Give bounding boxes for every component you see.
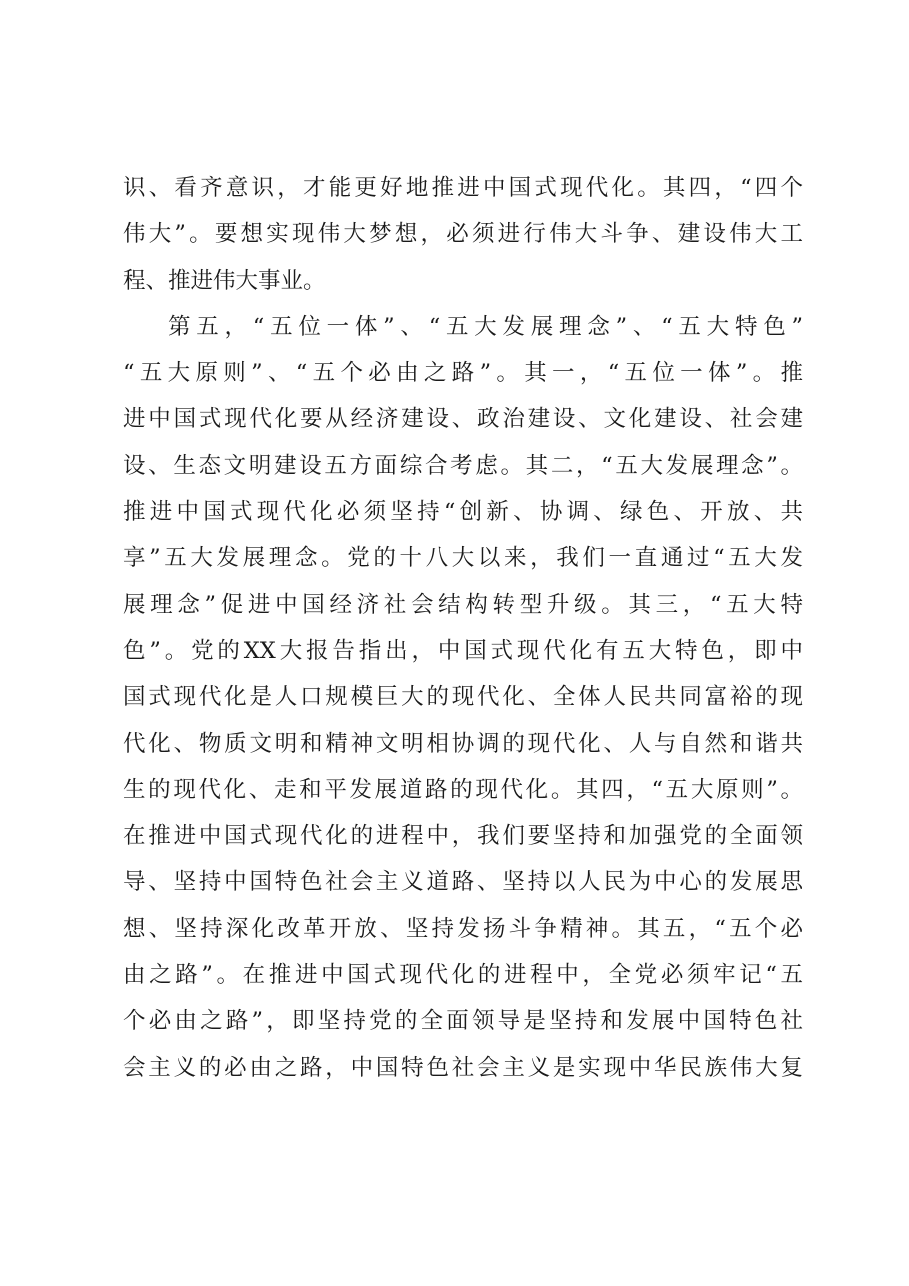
text-line: 在推进中国式现代化的进程中，我们要坚持和加强党的全面领 — [123, 823, 803, 850]
text-line: 展理念”促进中国经济社会结构转型升级。其三，“五大特 — [123, 591, 803, 618]
text-line: 伟大”。要想实现伟大梦想，必须进行伟大斗争、建设伟大工 — [123, 221, 803, 248]
text-line: 由之路”。在推进中国式现代化的进程中，全党必须牢记“五 — [123, 962, 803, 989]
text-line: 导、坚持中国特色社会主义道路、坚持以人民为中心的发展思 — [123, 869, 803, 896]
text-line: 生的现代化、走和平发展道路的现代化。其四，“五大原则”。 — [123, 776, 803, 803]
text-line: 推进中国式现代化必须坚持“创新、协调、绿色、开放、共 — [123, 499, 803, 526]
text-line: 会主义的必由之路，中国特色社会主义是实现中华民族伟大复 — [123, 1054, 803, 1081]
text-line: 代化、物质文明和精神文明相协调的现代化、人与自然和谐共 — [123, 730, 803, 757]
text-line: 识、看齐意识，才能更好地推进中国式现代化。其四，“四个 — [123, 175, 803, 201]
text-line: 国式现代化是人口规模巨大的现代化、全体人民共同富裕的现 — [123, 684, 803, 711]
paragraph-first-line: 第五，“五位一体”、“五大发展理念”、“五大特色” — [168, 313, 803, 340]
text-line: 程、推进伟大事业。 — [123, 267, 326, 294]
document-body — [123, 165, 803, 1091]
text-line: 进中国式现代化要从经济建设、政治建设、文化建设、社会建 — [123, 406, 803, 433]
text-line: 享”五大发展理念。党的十八大以来，我们一直通过“五大发 — [123, 545, 803, 572]
text-line: 想、坚持深化改革开放、坚持发扬斗争精神。其五，“五个必 — [123, 915, 803, 942]
text-line: “五大原则”、“五个必由之路”。其一，“五位一体”。推 — [123, 360, 803, 387]
text-line: 色”。党的XX大报告指出，中国式现代化有五大特色，即中 — [123, 637, 803, 664]
text-line: 设、生态文明建设五方面综合考虑。其二，“五大发展理念”。 — [123, 452, 803, 479]
text-line: 个必由之路”，即坚持党的全面领导是坚持和发展中国特色社 — [123, 1008, 803, 1035]
